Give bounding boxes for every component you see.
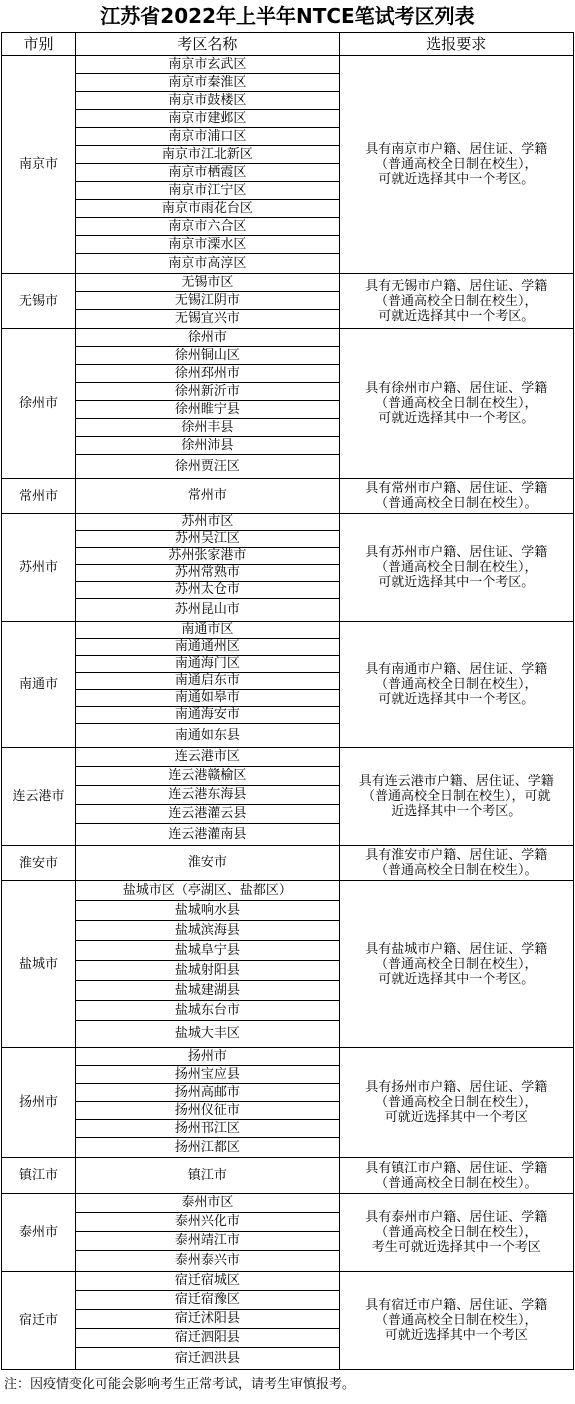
table-row xyxy=(2,1158,574,1194)
district-item: 盐城射阳县 xyxy=(76,961,338,981)
requirement-line: 具有淮安市户籍、居住证、学籍 xyxy=(365,848,548,863)
requirement-line: 可就近选择其中一个考区 xyxy=(384,1110,528,1125)
city-cell: 扬州市 xyxy=(2,1048,76,1158)
district-list xyxy=(76,1048,338,1157)
requirement-line: （普通高校全日制在校生）， xyxy=(375,1225,538,1240)
district-item: 南京市浦口区 xyxy=(76,128,338,146)
city-cell: 淮安市 xyxy=(2,846,76,881)
district-item: 宿迁泗阳县 xyxy=(76,1329,338,1348)
requirement-line: （普通高校全日制在校生）， xyxy=(375,560,538,575)
table-row xyxy=(2,1272,574,1370)
table-row xyxy=(2,881,574,1048)
requirement-line: （普通高校全日制在校生）， xyxy=(375,956,538,972)
table-row xyxy=(2,56,574,274)
city-cell: 盐城市 xyxy=(2,881,76,1048)
requirement-line: 具有盐城市户籍、居住证、学籍 xyxy=(365,941,548,957)
district-item: 镇江市 xyxy=(187,1168,227,1183)
district-item: 苏州常熟市 xyxy=(76,565,338,582)
district-item: 苏州太仓市 xyxy=(76,582,338,599)
district-item: 扬州宝应县 xyxy=(76,1066,338,1084)
table-row xyxy=(2,274,574,329)
district-item: 南通如皋市 xyxy=(76,690,338,707)
district-item: 连云港赣榆区 xyxy=(76,767,338,786)
requirement-line: （普通高校全日制在校生），可就 xyxy=(362,789,551,804)
requirement-cell xyxy=(339,1272,573,1370)
requirement-line: （普通高校全日制在校生）， xyxy=(375,1095,538,1110)
district-item: 徐州新沂市 xyxy=(76,383,338,401)
district-item: 扬州仪征市 xyxy=(76,1102,338,1120)
district-cell xyxy=(76,881,339,1048)
table-header-row xyxy=(2,33,574,56)
district-item: 盐城大丰区 xyxy=(174,1026,240,1041)
district-list xyxy=(76,479,338,513)
requirement-line: （普通高校全日制在校生）， xyxy=(375,396,538,411)
district-item: 盐城市区（亭湖区、盐都区） xyxy=(76,881,338,901)
city-cell: 常州市 xyxy=(2,479,76,514)
district-item: 宿迁宿城区 xyxy=(76,1272,338,1291)
district-item: 南京市栖霞区 xyxy=(76,164,338,182)
district-item: 南通如东县 xyxy=(174,728,240,743)
district-item: 盐城阜宁县 xyxy=(76,941,338,961)
district-item: 扬州市 xyxy=(76,1048,338,1066)
district-item: 南京市江北新区 xyxy=(76,146,338,164)
requirement-cell xyxy=(339,514,573,622)
city-cell: 宿迁市 xyxy=(2,1272,76,1370)
page-title: 江苏省2022年上半年NTCE笔试考区列表 xyxy=(100,4,475,28)
requirement-cell xyxy=(339,622,573,748)
header-city: 市别 xyxy=(2,33,76,56)
district-item: 苏州吴江区 xyxy=(76,531,338,548)
district-item: 南京市建邺区 xyxy=(76,110,338,128)
district-item: 南京市六合区 xyxy=(76,218,338,236)
district-list xyxy=(76,1272,338,1369)
district-list xyxy=(76,1194,338,1271)
district-item: 连云港灌云县 xyxy=(76,805,338,824)
requirement-line: 可就近选择其中一个考区。 xyxy=(378,971,535,987)
requirement-line: 可就近选择其中一个考区。 xyxy=(378,575,535,590)
requirement-cell xyxy=(339,846,573,881)
district-item: 泰州兴化市 xyxy=(76,1213,338,1232)
table-row xyxy=(2,1194,574,1272)
district-item: 南京市高淳区 xyxy=(168,256,247,271)
district-item: 常州市 xyxy=(187,488,227,503)
requirement-line: 具有宿迁市户籍、居住证、学籍 xyxy=(365,1298,548,1313)
district-item: 南京市秦淮区 xyxy=(76,74,338,92)
district-list xyxy=(76,56,338,273)
table-row xyxy=(2,329,574,479)
district-item: 南京市雨花台区 xyxy=(76,200,338,218)
table-row xyxy=(2,479,574,514)
header-district: 考区名称 xyxy=(76,33,339,56)
requirement-line: （普通高校全日制在校生）， xyxy=(375,677,538,692)
city-cell: 镇江市 xyxy=(2,1158,76,1194)
district-item: 南通市区 xyxy=(76,622,338,639)
district-item: 徐州睢宁县 xyxy=(76,401,338,419)
district-list xyxy=(76,1158,338,1193)
exam-area-table xyxy=(1,32,574,1370)
requirement-cell xyxy=(339,329,573,479)
table-row xyxy=(2,1048,574,1158)
district-item: 淮安市 xyxy=(187,855,227,870)
district-cell xyxy=(76,748,339,846)
requirement-line: 具有徐州市户籍、居住证、学籍 xyxy=(365,381,548,396)
requirement-line: 考生可就近选择其中一个考区 xyxy=(371,1240,541,1255)
district-item: 南通海安市 xyxy=(76,707,338,724)
requirement-line: （普通高校全日制在校生）。 xyxy=(375,863,538,878)
requirement-line: （普通高校全日制在校生）， xyxy=(375,293,538,309)
table-row xyxy=(2,846,574,881)
header-requirement: 选报要求 xyxy=(339,33,573,56)
district-cell xyxy=(76,274,339,329)
district-item: 徐州市 xyxy=(76,329,338,347)
requirement-cell xyxy=(339,56,573,274)
district-item: 苏州张家港市 xyxy=(76,548,338,565)
requirement-line: 可就近选择其中一个考区。 xyxy=(378,172,535,187)
district-item: 徐州丰县 xyxy=(76,419,338,437)
district-item: 南通海门区 xyxy=(76,656,338,673)
city-cell: 南京市 xyxy=(2,56,76,274)
requirement-line: 具有苏州市户籍、居住证、学籍 xyxy=(365,545,548,560)
district-cell xyxy=(76,846,339,881)
district-item: 泰州市区 xyxy=(76,1194,338,1213)
district-item: 盐城滨海县 xyxy=(76,921,338,941)
requirement-line: （普通高校全日制在校生）。 xyxy=(375,496,538,511)
requirement-cell xyxy=(339,1158,573,1194)
district-item: 连云港灌南县 xyxy=(168,827,247,842)
requirement-cell xyxy=(339,274,573,329)
district-item: 扬州邗江区 xyxy=(76,1120,338,1138)
requirement-line: 近选择其中一个考区。 xyxy=(391,804,522,819)
city-cell: 苏州市 xyxy=(2,514,76,622)
requirement-cell xyxy=(339,1194,573,1272)
district-item: 徐州沛县 xyxy=(76,437,338,455)
district-list xyxy=(76,748,338,845)
district-cell xyxy=(76,56,339,274)
district-item: 徐州铜山区 xyxy=(76,347,338,365)
district-item: 徐州贾汪区 xyxy=(174,459,240,474)
district-list xyxy=(76,329,338,478)
district-item: 南通通州区 xyxy=(76,639,338,656)
requirement-line: 具有泰州市户籍、居住证、学籍 xyxy=(365,1210,548,1225)
district-list xyxy=(76,846,338,880)
district-item: 扬州高邮市 xyxy=(76,1084,338,1102)
district-cell xyxy=(76,1048,339,1158)
table-row xyxy=(2,748,574,846)
district-item: 苏州市区 xyxy=(76,514,338,531)
requirement-line: 具有常州市户籍、居住证、学籍 xyxy=(365,481,548,496)
district-cell xyxy=(76,1272,339,1370)
district-cell xyxy=(76,479,339,514)
requirement-line: （普通高校全日制在校生）。 xyxy=(375,1175,538,1191)
district-list xyxy=(76,622,338,747)
district-item: 南京市溧水区 xyxy=(76,236,338,254)
district-item: 连云港市区 xyxy=(76,748,338,767)
district-item: 宿迁宿豫区 xyxy=(76,1291,338,1310)
requirement-line: 具有连云港市户籍、居住证、学籍 xyxy=(358,774,554,789)
footnote: 注：因疫情变化可能会影响考生正常考试，请考生审慎报考。 xyxy=(4,1377,356,1392)
district-item: 徐州邳州市 xyxy=(76,365,338,383)
table-body xyxy=(2,56,574,1370)
city-cell: 连云港市 xyxy=(2,748,76,846)
table-row xyxy=(2,622,574,748)
district-list xyxy=(76,881,338,1047)
table-row xyxy=(2,514,574,622)
district-item: 连云港东海县 xyxy=(76,786,338,805)
requirement-line: 具有南京市户籍、居住证、学籍 xyxy=(365,142,548,157)
district-item: 盐城响水县 xyxy=(76,901,338,921)
requirement-line: 可就近选择其中一个考区。 xyxy=(378,411,535,426)
requirement-cell xyxy=(339,1048,573,1158)
requirement-cell xyxy=(339,881,573,1048)
requirement-line: （普通高校全日制在校生）， xyxy=(375,157,538,172)
district-cell xyxy=(76,329,339,479)
district-list xyxy=(76,514,338,621)
district-cell xyxy=(76,1194,339,1272)
city-cell: 徐州市 xyxy=(2,329,76,479)
district-item: 南京市江宁区 xyxy=(76,182,338,200)
district-item: 南京市鼓楼区 xyxy=(76,92,338,110)
district-item: 无锡宜兴市 xyxy=(174,311,240,326)
district-item: 苏州昆山市 xyxy=(174,602,240,617)
requirement-cell xyxy=(339,479,573,514)
requirement-line: 可就近选择其中一个考区。 xyxy=(378,308,535,324)
city-cell: 无锡市 xyxy=(2,274,76,329)
requirement-line: 具有扬州市户籍、居住证、学籍 xyxy=(365,1080,548,1095)
district-cell xyxy=(76,514,339,622)
requirement-line: 具有无锡市户籍、居住证、学籍 xyxy=(365,278,548,294)
district-list xyxy=(76,274,338,328)
district-item: 泰州泰兴市 xyxy=(174,1253,240,1268)
district-item: 无锡江阴市 xyxy=(76,292,338,310)
requirement-line: 可就近选择其中一个考区 xyxy=(384,1328,528,1343)
district-item: 泰州靖江市 xyxy=(76,1232,338,1251)
requirement-line: 可就近选择其中一个考区。 xyxy=(378,692,535,707)
city-cell: 泰州市 xyxy=(2,1194,76,1272)
district-item: 南京市玄武区 xyxy=(76,56,338,74)
district-cell xyxy=(76,1158,339,1194)
district-item: 宿迁泗洪县 xyxy=(174,1351,240,1366)
requirement-line: 具有南通市户籍、居住证、学籍 xyxy=(365,662,548,677)
city-cell: 南通市 xyxy=(2,622,76,748)
requirement-cell xyxy=(339,748,573,846)
district-item: 无锡市区 xyxy=(76,274,338,292)
district-item: 宿迁沭阳县 xyxy=(76,1310,338,1329)
district-item: 南通启东市 xyxy=(76,673,338,690)
requirement-line: 具有镇江市户籍、居住证、学籍 xyxy=(365,1160,548,1176)
requirement-line: （普通高校全日制在校生）， xyxy=(375,1313,538,1328)
district-item: 盐城东台市 xyxy=(76,1001,338,1021)
district-item: 盐城建湖县 xyxy=(76,981,338,1001)
district-item: 扬州江都区 xyxy=(174,1140,240,1155)
district-cell xyxy=(76,622,339,748)
